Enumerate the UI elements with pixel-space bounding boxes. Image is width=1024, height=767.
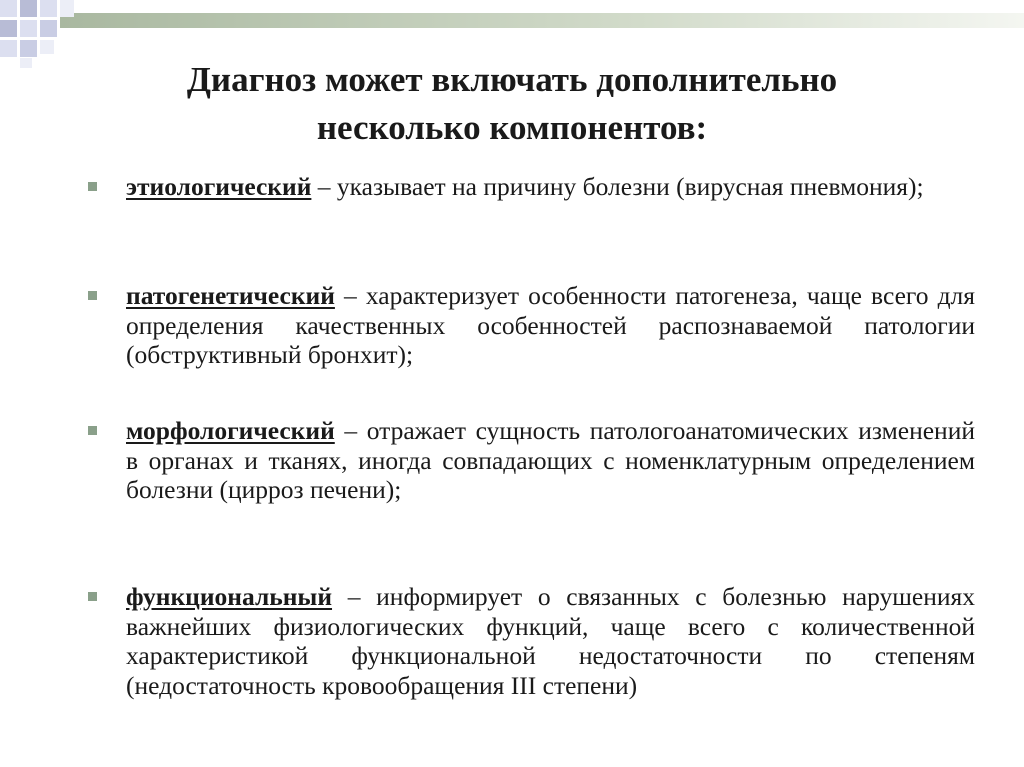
term-pathogenetic: патогенетический <box>126 281 335 310</box>
list-item-pathogenetic <box>126 281 975 370</box>
title-line-2: несколько компонентов: <box>316 108 708 147</box>
square-bullet-icon <box>88 592 97 601</box>
corner-square <box>0 0 17 17</box>
square-bullet-icon <box>88 182 97 191</box>
corner-square <box>0 20 17 37</box>
header-bar <box>60 13 1024 28</box>
square-bullet-icon <box>88 426 97 435</box>
term-morphological: морфологический <box>126 416 335 445</box>
corner-square <box>60 0 74 17</box>
term-functional: функциональный <box>126 582 333 611</box>
corner-square <box>20 58 32 68</box>
term-etiological: этиологический <box>126 172 312 201</box>
description-etiological: – указывает на причину болезни (вирусная пневмония); <box>311 172 924 201</box>
corner-square <box>20 20 37 37</box>
corner-square <box>0 40 17 57</box>
list-item-etiological <box>126 172 975 202</box>
page-title <box>60 56 964 152</box>
square-bullet-icon <box>88 291 97 300</box>
corner-square <box>20 0 37 17</box>
corner-square <box>40 40 54 54</box>
title-line-1: Диагноз может включать дополнительно <box>186 60 838 99</box>
description-functional: – информирует о связанных с болезнью нарушениях важнейших физиологических функций, чаще всего с количественной характеристикой функциональной недостаточности по степеням (недостаточность кровообращения III степени) <box>126 582 975 700</box>
corner-square <box>40 20 57 37</box>
corner-square <box>40 0 57 17</box>
corner-square <box>20 40 37 57</box>
list-item-functional <box>126 582 975 700</box>
description-morphological: – отражает сущность патологоанатомических изменений в органах и тканях, иногда совпадающих с номенклатурным определением болезни (цирроз печени); <box>126 416 975 504</box>
description-pathogenetic: – характеризует особенности патогенеза, чаще всего для определения качественных особенностей распознаваемой патологии (обструктивный бронхит); <box>126 281 975 369</box>
list-item-morphological <box>126 416 975 505</box>
